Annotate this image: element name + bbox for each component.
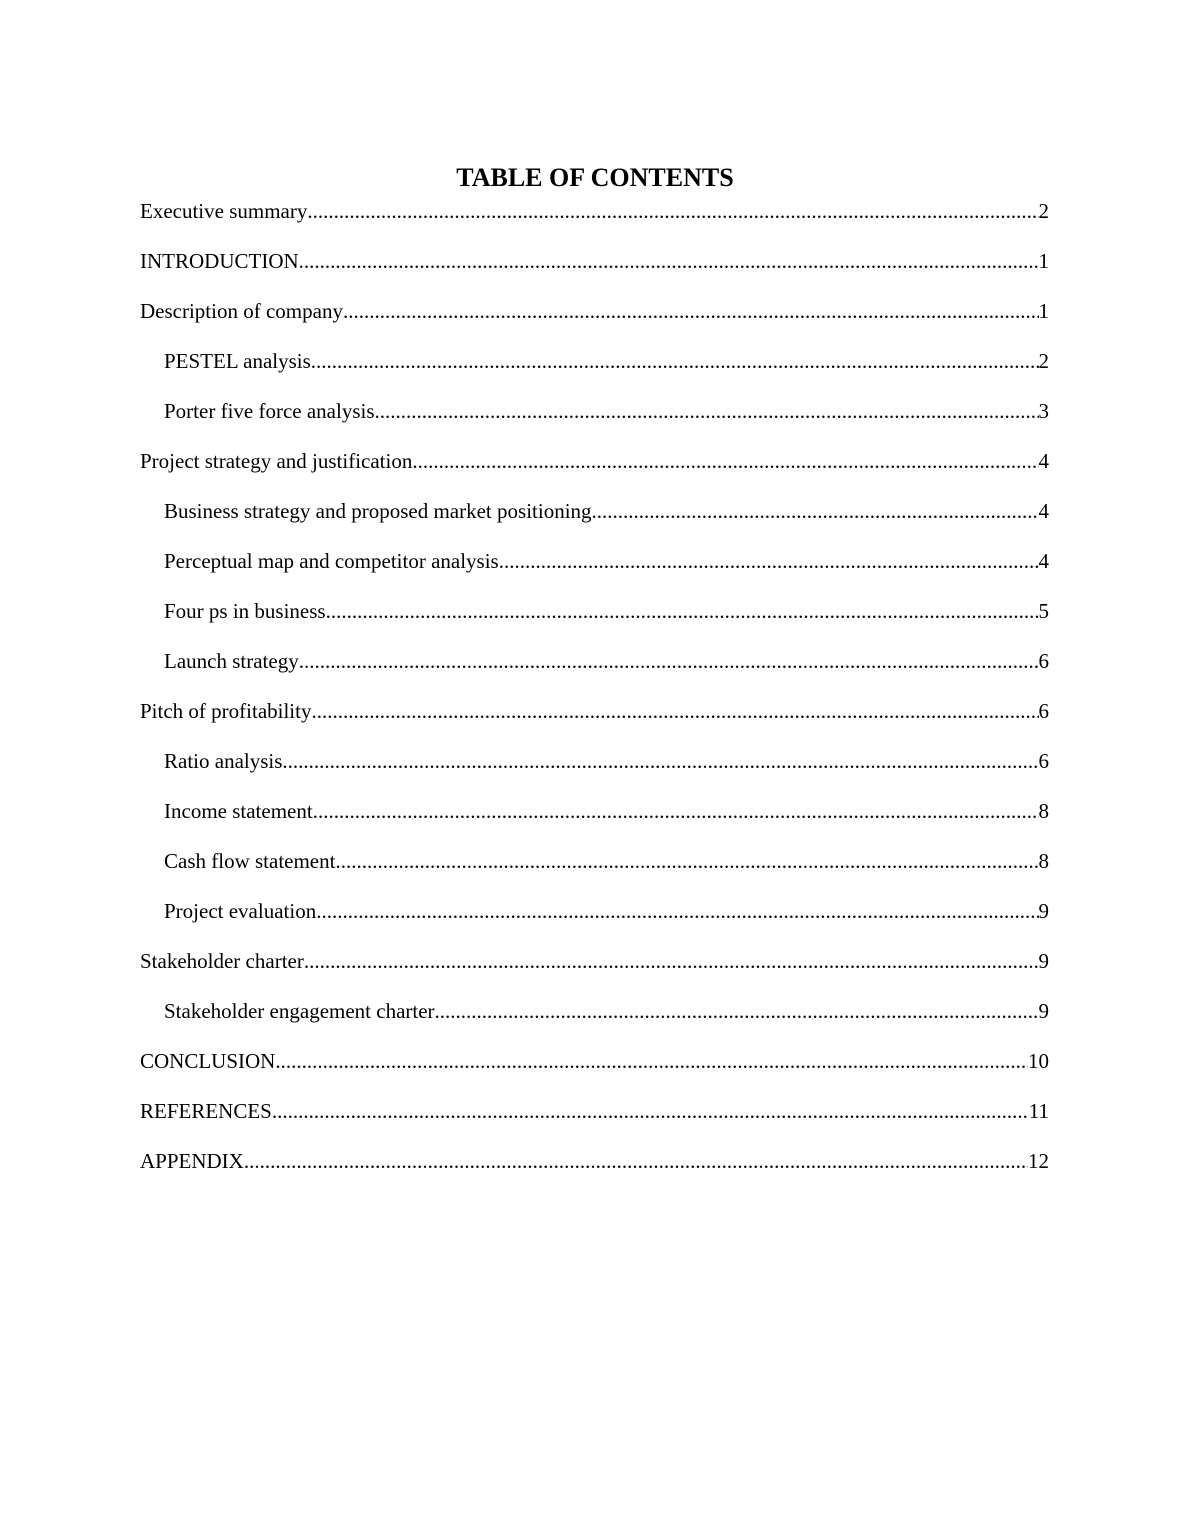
toc-entry-page: 9	[1038, 949, 1049, 973]
toc-entry-label: Business strategy and proposed market positioning	[164, 499, 592, 523]
toc-entry[interactable]	[140, 697, 1049, 747]
dot-leader	[412, 447, 1038, 475]
toc-entry[interactable]	[140, 497, 1049, 547]
toc-entry[interactable]	[140, 447, 1049, 497]
dot-leader	[499, 547, 1039, 575]
toc-entry-label: Income statement	[164, 799, 313, 823]
toc-entry[interactable]	[140, 597, 1049, 647]
dot-leader	[313, 797, 1039, 825]
dot-leader	[299, 647, 1039, 675]
toc-entry-page: 2	[1038, 349, 1049, 373]
toc-entry-page: 4	[1038, 449, 1049, 473]
dot-leader	[375, 397, 1039, 425]
toc-entry-page: 6	[1038, 649, 1049, 673]
toc-entry-label: Executive summary	[140, 199, 308, 223]
dot-leader	[272, 1097, 1029, 1125]
toc-entry[interactable]	[140, 997, 1049, 1047]
toc-entry-page: 9	[1038, 899, 1049, 923]
toc-entry[interactable]	[140, 1097, 1049, 1147]
toc-entry-page: 5	[1038, 599, 1049, 623]
toc-entry-page: 6	[1038, 749, 1049, 773]
toc-entry[interactable]	[140, 797, 1049, 847]
toc-entry-label: Stakeholder charter	[140, 949, 304, 973]
dot-leader	[316, 897, 1038, 925]
toc-entry[interactable]	[140, 397, 1049, 447]
toc-entry-label: Launch strategy	[164, 649, 299, 673]
dot-leader	[435, 997, 1039, 1025]
toc-entry-label: CONCLUSION	[140, 1049, 276, 1073]
dot-leader	[307, 197, 1038, 225]
toc-entry-page: 2	[1038, 199, 1049, 223]
toc-entry-label: Perceptual map and competitor analysis	[164, 549, 499, 573]
toc-entry[interactable]	[140, 897, 1049, 947]
dot-leader	[326, 597, 1039, 625]
dot-leader	[275, 1047, 1028, 1075]
toc-entry-page: 8	[1038, 799, 1049, 823]
toc-entry-page: 4	[1038, 549, 1049, 573]
toc-entry-label: Porter five force analysis	[164, 399, 375, 423]
dot-leader	[335, 847, 1038, 875]
toc-entry-page: 4	[1038, 499, 1049, 523]
toc-entry-label: Cash flow statement	[164, 849, 336, 873]
dot-leader	[282, 747, 1038, 775]
toc-entry-page: 6	[1038, 699, 1049, 723]
dot-leader	[311, 697, 1038, 725]
toc-entry[interactable]	[140, 347, 1049, 397]
toc-entry-label: REFERENCES	[140, 1099, 272, 1123]
toc-entry[interactable]	[140, 747, 1049, 797]
toc-entry[interactable]	[140, 1147, 1049, 1197]
dot-leader	[311, 347, 1039, 375]
toc-entry[interactable]	[140, 547, 1049, 597]
dot-leader	[244, 1147, 1028, 1175]
toc-entry-label: Description of company	[140, 299, 343, 323]
toc-entry[interactable]	[140, 647, 1049, 697]
toc-entry-label: Four ps in business	[164, 599, 326, 623]
dot-leader	[299, 247, 1039, 275]
toc-entry-page: 1	[1038, 299, 1049, 323]
dot-leader	[592, 497, 1039, 525]
toc-title: TABLE OF CONTENTS	[456, 163, 734, 192]
toc-entry-label: Project strategy and justification	[140, 449, 413, 473]
toc-entry-label: Project evaluation	[164, 899, 317, 923]
toc-entry-label: APPENDIX	[140, 1149, 244, 1173]
toc-entry-page: 10	[1028, 1049, 1049, 1073]
toc-entry[interactable]	[140, 1047, 1049, 1097]
dot-leader	[343, 297, 1039, 325]
toc-entry[interactable]	[140, 297, 1049, 347]
toc-entry-page: 3	[1038, 399, 1049, 423]
toc-entry[interactable]	[140, 247, 1049, 297]
table-of-contents	[140, 197, 1049, 1197]
toc-entry[interactable]	[140, 847, 1049, 897]
toc-entry-label: Ratio analysis	[164, 749, 283, 773]
dot-leader	[304, 947, 1039, 975]
toc-entry-label: INTRODUCTION	[140, 249, 299, 273]
toc-entry-label: Pitch of profitability	[140, 699, 312, 723]
toc-entry-label: PESTEL analysis	[164, 349, 311, 373]
toc-entry-page: 12	[1028, 1149, 1049, 1173]
toc-entry-page: 8	[1038, 849, 1049, 873]
toc-entry[interactable]	[140, 947, 1049, 997]
toc-entry-label: Stakeholder engagement charter	[164, 999, 435, 1023]
toc-entry-page: 11	[1028, 1099, 1049, 1123]
toc-entry[interactable]	[140, 197, 1049, 247]
toc-entry-page: 1	[1038, 249, 1049, 273]
toc-entry-page: 9	[1038, 999, 1049, 1023]
